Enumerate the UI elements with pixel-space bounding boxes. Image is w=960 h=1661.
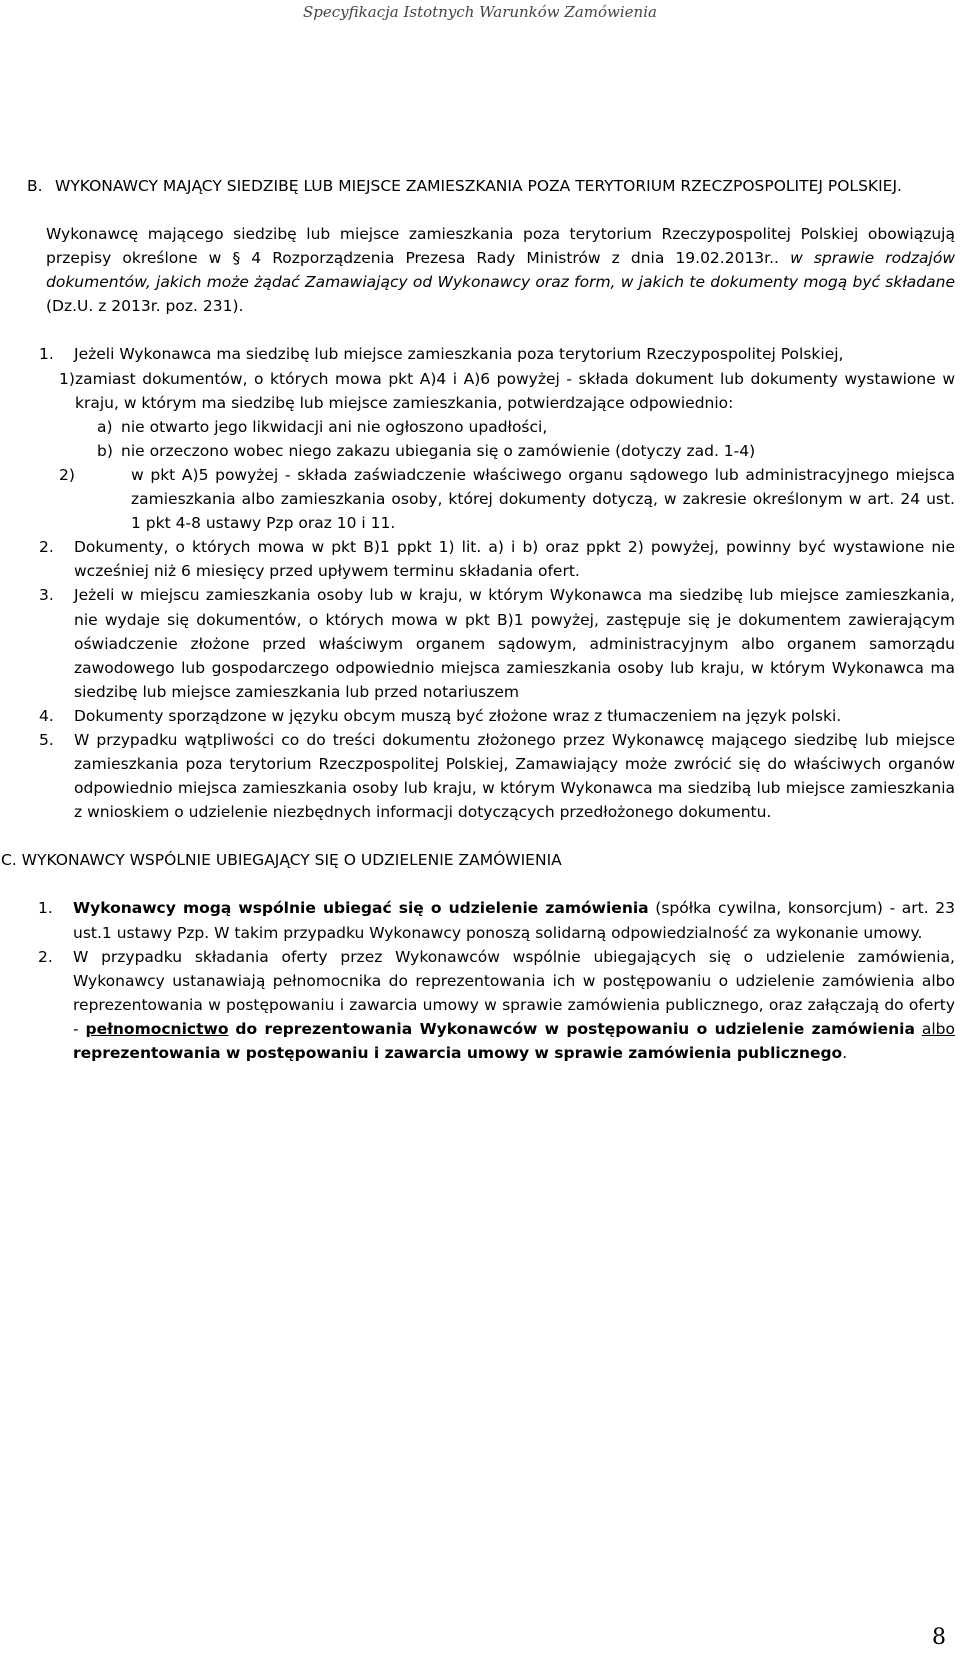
alpha-item-a — [59, 415, 955, 439]
item-number: 1. — [39, 345, 54, 364]
intro-plain: Wykonawcę mającego siedzibę lub miejsce zamieszkania poza terytorium Rzeczypospolitej Polskiej obowiązują przepisy określone w § 4 Rozporządzenia Prezesa Rady Ministrów z dnia 19.02.2013r.. — [46, 225, 955, 268]
document-body — [1, 174, 956, 1065]
section-c-heading: C. WYKONAWCY WSPÓLNIE UBIEGAJĄCY SIĘ O UDZIELENIE ZAMÓWIENIA — [1, 851, 562, 870]
section-b-heading — [27, 174, 955, 198]
item-text: Jeżeli Wykonawca ma siedzibę lub miejsce zamieszkania poza terytorium Rzeczypospolitej Polskiej, — [74, 345, 844, 364]
intro-italic: w sprawie rodzajów dokumentów, jakich może żądać Zamawiający od Wykonawcy oraz form, w jakich te dokumenty mogą być składane — [46, 249, 955, 292]
alpha-label: b) — [97, 441, 113, 460]
section-b-item-3 — [27, 583, 955, 703]
sub-item-label: 1) — [59, 369, 75, 388]
item-text: Dokumenty, o których mowa w pkt B)1 ppkt 1) lit. a) i b) oraz ppkt 2) powyżej, powinny być wystawione nie wcześniej niż 6 miesięcy przed upływem terminu składania ofert. — [74, 538, 955, 581]
item-text: W przypadku wątpliwości co do treści dokumentu złożonego przez Wykonawcę mającego siedzibę lub miejsce zamieszkania poza terytorium Rzeczpospolitej Polskiej, Zamawiający może zwrócić się do właściwych organów odpowiednio miejsca zamieszkania osoby lub kraju, w którym Wykonawca ma siedzibą lub miejsce zamieszkania z wnioskiem o udzielenie niezbędnych informacji dotyczących przedłożonego dokumentu. — [74, 730, 955, 822]
alpha-item-b — [59, 439, 955, 463]
sub-item-2 — [59, 463, 955, 535]
sub-item-text: zamiast dokumentów, o których mowa pkt A)4 i A)6 powyżej - składa dokument lub dokumenty wystawione w kraju, w którym ma siedzibę lub miejsce zamieszkania, potwierdzające odpowiednio: — [75, 369, 955, 412]
item-text — [73, 945, 955, 1065]
section-b-intro — [46, 222, 955, 318]
power-of-attorney-term: pełnomocnictwo — [85, 1019, 229, 1038]
section-b-title: WYKONAWCY MAJĄCY SIEDZIBĘ LUB MIEJSCE ZAMIESZKANIA POZA TERYTORIUM RZECZPOSPOLITEJ POLSKIEJ. — [55, 177, 902, 195]
page-number: 8 — [932, 1625, 946, 1650]
running-header: Specyfikacja Istotnych Warunków Zamówienia — [303, 3, 657, 21]
item-number: 3. — [39, 586, 54, 605]
intro-end: (Dz.U. z 2013r. poz. 231). — [46, 297, 244, 316]
alpha-text: nie orzeczono wobec niego zakazu ubiegania się o zamówienie (dotyczy zad. 1-4) — [121, 441, 756, 460]
item-number: 2. — [38, 947, 53, 966]
item-number: 2. — [39, 538, 54, 557]
item-end-text: . — [842, 1044, 848, 1062]
item-bold-text: do reprezentowania Wykonawców w postępowaniu o udzielenie zamówienia — [235, 1019, 915, 1038]
sub-item-text: w pkt A)5 powyżej - składa zaświadczenie właściwego organu sądowego lub administracyjnego miejsca zamieszkania albo zamieszkania osoby, której dokumenty dotyczą, w zakresie określonym w art. 24 ust. 1 pkt 4-8 ustawy Pzp oraz 10 i 11. — [131, 465, 955, 533]
item-number: 5. — [39, 730, 54, 749]
section-b-item-4 — [27, 704, 955, 728]
item-number: 4. — [39, 706, 54, 725]
item-text: Jeżeli w miejscu zamieszkania osoby lub w kraju, w którym Wykonawca ma siedzibę lub miejsce zamieszkania, nie wydaje się dokumentów, o których mowa w pkt B)1 powyżej, zastępuje się je dokumentem zawierającym oświadczenie złożone przed właściwym organem sądowym, administracyjnym albo organem samorządu zawodowego lub gospodarczego odpowiednio miejsca zamieszkania osoby lub kraju, w którym Wykonawca ma siedzibę lub miejsce zamieszkania lub przed notariuszem — [74, 586, 955, 701]
sub-item-1 — [59, 367, 955, 415]
section-b-item-2 — [27, 535, 955, 583]
section-b-item-1 — [27, 342, 955, 535]
alpha-label: a) — [97, 417, 113, 436]
sub-item-label: 2) — [59, 465, 75, 484]
item-text: Dokumenty sporządzone w języku obcym muszą być złożone wraz z tłumaczeniem na język polski. — [74, 706, 842, 725]
item-bold-text: Wykonawcy mogą wspólnie ubiegać się o udzielenie zamówienia — [73, 899, 649, 918]
item-plain-text: W przypadku składania oferty przez Wykonawców wspólnie ubiegających się o udzielenie zamówienia, Wykonawcy ustanawiają pełnomocnika do reprezentowania ich w postępowaniu o udzielenie zamówienia albo reprezentowania w postępowaniu i zawarcia umowy w sprawie zamówienia publicznego, oraz załączają do oferty - — [73, 947, 955, 1038]
item-bold-text: reprezentowania w postępowaniu i zawarcia umowy w sprawie zamówienia publicznego — [73, 1044, 843, 1062]
section-c-item-2 — [27, 945, 955, 1065]
alpha-text: nie otwarto jego likwidacji ani nie ogłoszono upadłości, — [121, 417, 548, 436]
section-c-item-1 — [27, 896, 955, 944]
section-b-item-5 — [27, 728, 955, 824]
item-number: 1. — [38, 899, 53, 918]
item-text — [73, 896, 955, 944]
section-b-label: B. — [27, 177, 43, 195]
item-plain-text: (spółka cywilna, konsorcjum) - art. 23 ust.1 ustawy Pzp. W takim przypadku Wykonawcy ponoszą solidarną odpowiedzialność za wykonanie umowy. — [73, 899, 956, 942]
item-underlined-text: albo — [921, 1019, 955, 1038]
